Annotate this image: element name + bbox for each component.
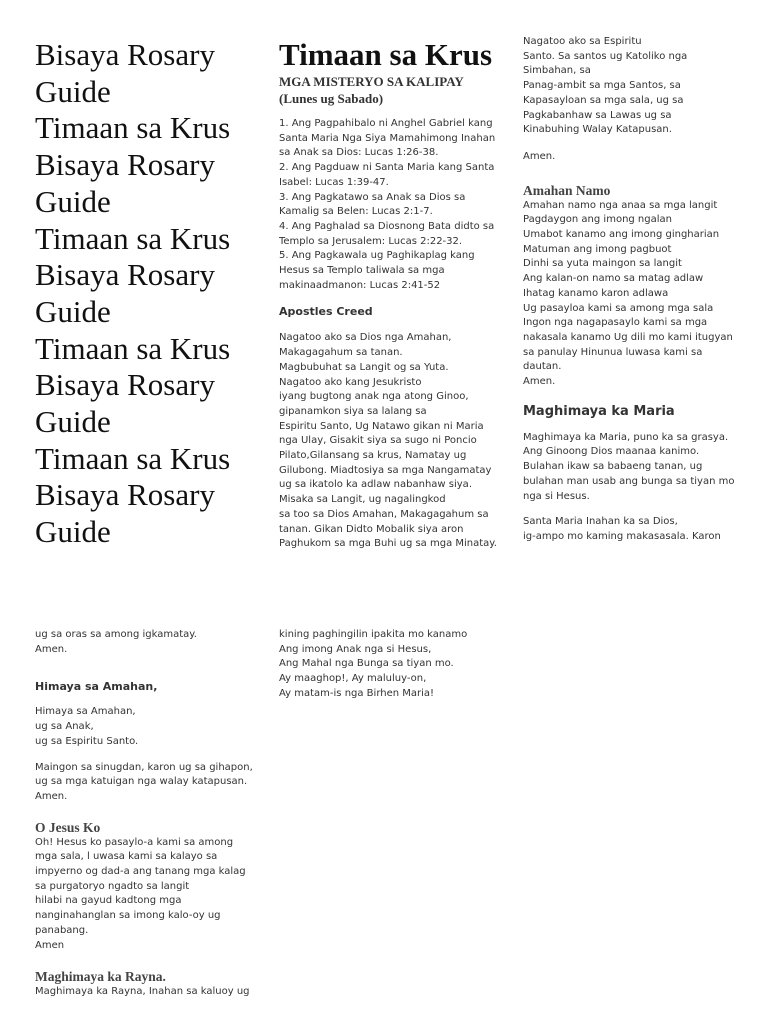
text-line: ug sa Anak,: [35, 721, 94, 733]
text-line: mga sala, l uwasa kami sa kalayo sa: [35, 851, 218, 863]
text-line: hilabi na gayud kadtong mga: [35, 895, 182, 907]
text-line: Ay maaghop!, Ay maluluy-on,: [279, 673, 427, 685]
text-line: Amen.: [35, 643, 68, 655]
text-line: Ang Ginoong Dios maanaa kanimo.: [523, 446, 700, 458]
text-line: dautan.: [523, 361, 562, 373]
text-line: Paghukom sa mga Buhi ug sa mga Minatay.: [279, 538, 497, 550]
maghimaya-maria-text-1: [523, 431, 758, 505]
text-line: Santa Maria Nga Siya Mamahimong Inahan: [279, 132, 496, 144]
text-line: Matuman ang imong pagbuot: [523, 243, 672, 255]
text-line: Maingon sa sinugdan, karon ug sa gihapon,: [35, 761, 253, 773]
text-line: Amen: [35, 939, 65, 951]
apostles-creed-text: [279, 331, 509, 552]
amahan-namo-heading: Amahan Namo: [523, 182, 611, 198]
himaya-heading: Himaya sa Amahan,: [35, 680, 158, 694]
text-line: Ihatag kanamo karon adlawa: [523, 287, 669, 299]
text-line: nga si Hesus.: [523, 490, 590, 502]
title-line: Guide: [35, 73, 111, 109]
creed-continuation: [523, 35, 758, 138]
text-line: ug sa oras sa among igkamatay.: [35, 629, 197, 640]
text-line: Himaya sa Amahan,: [35, 706, 136, 718]
text-line: Maghimaya ka Maria, puno ka sa grasya.: [523, 431, 729, 443]
text-line: sa Anak sa Dios: Lucas 1:26-38.: [279, 147, 439, 159]
text-line: Nagatoo ako kang Jesukristo: [279, 376, 422, 388]
text-line: Kapasayloan sa mga sala, ug sa: [523, 94, 684, 106]
text-line: Pagdaygon ang imong ngalan: [523, 214, 672, 226]
text-line: tanan. Gikan Didto Mobalik siya aron: [279, 523, 464, 535]
lower-column-1: [35, 628, 270, 1000]
text-line: Pagkabanhaw sa Lawas ug sa: [523, 109, 672, 121]
text-line: Amen.: [523, 376, 556, 388]
mysteries-heading: MGA MISTERYO SA KALIPAY: [279, 74, 464, 89]
text-line: Amen.: [35, 790, 68, 802]
maghimaya-rayna-heading: Maghimaya ka Rayna.: [35, 969, 166, 985]
title-line: Bisaya Rosary: [35, 37, 215, 72]
text-line: Gilubong. Miadtosiya sa mga Nangamatay: [279, 464, 492, 476]
title-line: Bisaya Rosary: [35, 257, 215, 293]
text-line: ig-ampo mo kaming makasasala. Karon: [523, 530, 721, 542]
text-line: sa too sa Dios Amahan, Makagagahum sa: [279, 508, 489, 520]
title-line: Guide: [35, 293, 111, 329]
text-line: Santa Maria Inahan ka sa Dios,: [523, 516, 678, 528]
text-line: Templo sa Jerusalem: Lucas 2:22-32.: [279, 235, 463, 247]
lower-column-2: [279, 628, 509, 702]
text-line: Misaka sa Langit, ug nagalingkod: [279, 494, 446, 506]
title-line: Timaan sa Krus: [35, 110, 231, 146]
text-line: Ingon nga nagapasaylo kami sa mga: [523, 317, 708, 329]
title-line: Bisaya Rosary: [35, 147, 215, 183]
text-line: Maghimaya ka Rayna, Inahan sa kaluoy ug: [35, 986, 250, 998]
text-line: Dinhi sa yuta maingon sa langit: [523, 258, 682, 270]
text-line: Nagatoo ako sa Dios nga Amahan,: [279, 332, 452, 344]
himaya-text-2: [35, 761, 270, 805]
maghimaya-maria-text-2: [523, 515, 758, 544]
text-line: Umabot kanamo ang imong gingharian: [523, 229, 720, 241]
text-line: Ang imong Anak nga si Hesus,: [279, 643, 432, 655]
text-line: 4. Ang Paghalad sa Diosnong Bata didto sa: [279, 220, 495, 232]
text-line: panabang.: [35, 924, 89, 936]
text-line: sa purgatoryo ngadto sa langit: [35, 880, 190, 892]
text-line: 1. Ang Pagpahibalo ni Anghel Gabriel kang: [279, 118, 493, 129]
o-jesus-ko-heading: O Jesus Ko: [35, 819, 101, 835]
text-line: Ang kalan-on namo sa matag adlaw: [523, 273, 704, 285]
maghimaya-maria-heading: Maghimaya ka Maria: [523, 403, 675, 419]
text-line: sa panulay Hinunua luwasa kami sa: [523, 346, 703, 358]
o-jesus-ko-text: [35, 836, 270, 954]
text-line: Magbubuhat sa Langit og sa Yuta.: [279, 361, 449, 373]
text-line: nakasala kanamo Ug dili mo kami itugyan: [523, 331, 733, 343]
title-column: [35, 37, 270, 551]
text-line: Pilato,Gilansang sa krus, Namatay ug: [279, 450, 467, 462]
text-line: bulahan man usab ang bunga sa tiyan mo: [523, 475, 735, 487]
text-line: Bulahan ikaw sa babaeng tanan, ug: [523, 461, 703, 473]
title-line: Timaan sa Krus: [35, 220, 231, 256]
himaya-text-1: [35, 705, 270, 749]
creed-amen: Amen.: [523, 150, 556, 162]
text-line: Makagagahum sa tanan.: [279, 347, 403, 359]
repeated-title: [35, 37, 270, 551]
maghimaya-rayna-continuation: [279, 628, 509, 702]
text-line: Santo. Sa santos ug Katoliko nga: [523, 50, 688, 62]
maghimaya-rayna-text: [35, 985, 270, 1000]
title-line: Timaan sa Krus: [35, 330, 231, 366]
title-line: Bisaya Rosary: [35, 477, 215, 513]
text-line: kining paghingilin ipakita mo kanamo: [279, 629, 468, 640]
text-line: Simbahan, sa: [523, 65, 591, 77]
column-2: [279, 38, 509, 552]
mysteries-days: (Lunes ug Sabado): [279, 91, 384, 106]
text-line: Ang Mahal nga Bunga sa tiyan mo.: [279, 658, 454, 670]
title-line: Guide: [35, 514, 111, 550]
text-line: Isabel: Lucas 1:39-47.: [279, 176, 389, 188]
text-line: Espiritu Santo, Ug Natawo gikan ni Maria: [279, 420, 484, 432]
title-line: Guide: [35, 183, 111, 219]
amahan-namo-text: [523, 199, 758, 390]
text-line: nga Ulay, Gisakit siya sa sugo ni Poncio: [279, 435, 477, 447]
text-line: impyerno og dad-a ang tanang mga kalag: [35, 866, 246, 878]
text-line: Panag-ambit sa mga Santos, sa: [523, 80, 681, 92]
text-line: Ug pasayloa kami sa among mga sala: [523, 302, 714, 314]
column-3: [523, 35, 758, 545]
text-line: gipanamkon siya sa lalang sa: [279, 405, 427, 417]
text-line: Hesus sa Templo taliwala sa mga: [279, 265, 445, 277]
prayer-continuation: [35, 628, 270, 657]
text-line: Kinabuhing Walay Katapusan.: [523, 124, 672, 136]
apostles-creed-heading: Apostles Creed: [279, 305, 373, 319]
text-line: iyang bugtong anak nga atong Ginoo,: [279, 391, 469, 403]
text-line: ug sa ikatolo ka adlaw nabanhaw siya.: [279, 479, 472, 491]
text-line: Nagatoo ako sa Espiritu: [523, 36, 642, 47]
text-line: Kamalig sa Belen: Lucas 2:1-7.: [279, 206, 433, 218]
text-line: ug sa Espiritu Santo.: [35, 735, 139, 747]
text-line: 3. Ang Pagkatawo sa Anak sa Dios sa: [279, 191, 466, 203]
text-line: Oh! Hesus ko pasaylo-a kami sa among: [35, 836, 234, 848]
text-line: Ay matam-is nga Birhen Maria!: [279, 687, 435, 699]
text-line: 5. Ang Pagkawala ug Paghikaplag kang: [279, 250, 475, 262]
mysteries-list: [279, 117, 509, 293]
text-line: nanginahanglan sa imong kalo-oy ug: [35, 910, 221, 922]
text-line: ug sa mga katuigan nga walay katapusan.: [35, 776, 248, 788]
text-line: 2. Ang Pagduaw ni Santa Maria kang Santa: [279, 162, 495, 174]
title-line: Timaan sa Krus: [35, 440, 231, 476]
section-title: Timaan sa Krus: [279, 37, 493, 72]
text-line: makinaadmanon: Lucas 2:41-52: [279, 279, 441, 291]
text-line: Amahan namo nga anaa sa mga langit: [523, 199, 718, 211]
title-line: Guide: [35, 404, 111, 440]
title-line: Bisaya Rosary: [35, 367, 215, 403]
